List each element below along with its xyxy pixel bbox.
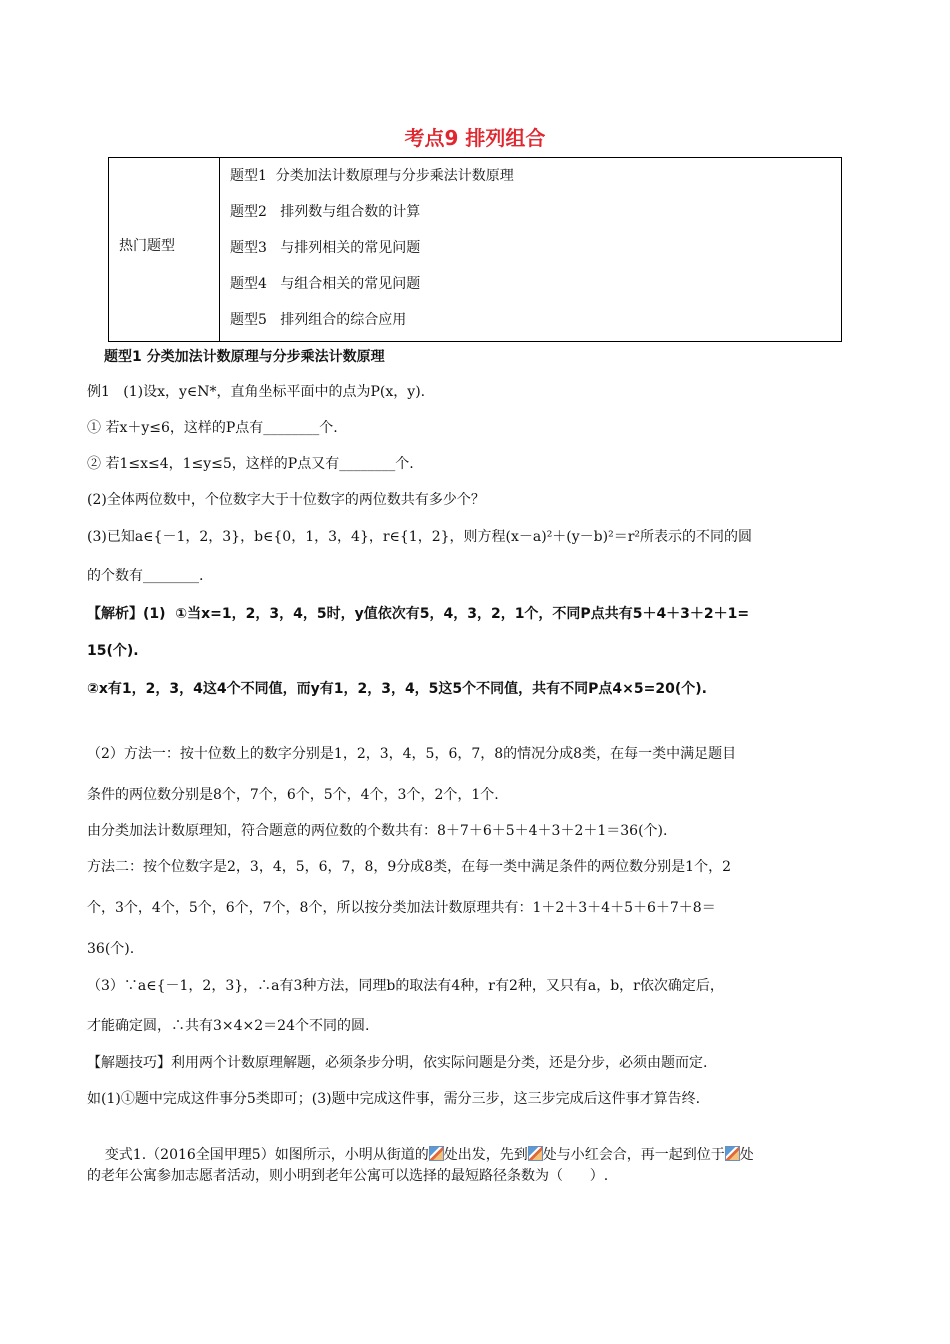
solution-line: 才能确定圆，∴共有3×4×2＝24个不同的圆.	[87, 1018, 370, 1034]
variant-line: 的老年公寓参加志愿者活动，则小明到老年公寓可以选择的最短路径条数为（ ）.	[87, 1168, 609, 1184]
analysis-line: 【解析】(1) ①当x=1，2，3，4，5时，y值依次有5，4，3，2，1个，不同P点共有5＋4＋3＋2＋1=	[87, 606, 750, 622]
table-label: 热门题型	[119, 238, 175, 254]
analysis-line: 15(个).	[87, 643, 139, 659]
example-line: (3)已知a∈{－1，2，3}，b∈{0，1，3，4}，r∈{1，2}，则方程(x－a)²＋(y－b)²＝r²所表示的不同的圆	[87, 529, 753, 545]
example-line: 的个数有________.	[87, 568, 204, 584]
example-line: 例1 (1)设x，y∈N*，直角坐标平面中的点为P(x，y).	[87, 384, 426, 400]
variant-text: 处出发，先到	[443, 1147, 528, 1163]
variant-text: 处与小红会合，再一起到位于	[542, 1147, 725, 1163]
table-item: 题型3 与排列相关的常见问题	[230, 240, 421, 256]
page-title: 考点9 排列组合	[404, 126, 546, 150]
solution-line: （3）∵a∈{－1，2，3}，∴a有3种方法，同理b的取法有4种，r有2种，又只有a，b，r依次确定后，	[87, 978, 724, 994]
hot-topics-table	[108, 157, 842, 342]
table-item: 题型2 排列数与组合数的计算	[230, 204, 421, 220]
example-line: (2)全体两位数中，个位数字大于十位数字的两位数共有多少个？	[87, 492, 485, 508]
solution-line: 如(1)①题中完成这件事分5类即可；(3)题中完成这件事，需分三步，这三步完成后这件事才算告终.	[87, 1091, 701, 1107]
table-item: 题型5 排列组合的综合应用	[230, 312, 407, 328]
solution-line: 方法二：按个位数字是2，3，4，5，6，7，8，9分成8类，在每一类中满足条件的两位数分别是1个，2	[87, 859, 731, 875]
variant-text: 处	[739, 1147, 754, 1163]
table-label-cell	[109, 158, 220, 341]
variant-text: 变式1.（2016全国甲理5）如图所示，小明从街道的	[104, 1147, 429, 1163]
table-item: 题型4 与组合相关的常见问题	[230, 276, 421, 292]
solution-line: 【解题技巧】利用两个计数原理解题，必须条步分明，依实际问题是分类，还是分步，必须由题而定.	[87, 1055, 708, 1071]
broken-image-icon	[528, 1146, 543, 1161]
analysis-line: ②x有1，2，3，4这4个不同值，而y有1，2，3，4，5这5个不同值，共有不同P点4×5=20(个).	[87, 681, 707, 697]
solution-line: 个，3个，4个，5个，6个，7个，8个，所以按分类加法计数原理共有：1＋2＋3＋4＋5＋6＋7＋8＝	[87, 900, 716, 916]
solution-line: 36(个).	[87, 941, 135, 957]
solution-line: （2）方法一：按十位数上的数字分别是1，2，3，4，5，6，7，8的情况分成8类，在每一类中满足题目	[87, 746, 737, 762]
example-line: ② 若1≤x≤4，1≤y≤5，这样的P点又有________个.	[87, 456, 414, 472]
section-heading: 题型1 分类加法计数原理与分步乘法计数原理	[104, 349, 385, 365]
solution-line: 由分类加法计数原理知，符合题意的两位数的个数共有：8＋7＋6＋5＋4＋3＋2＋1＝36(个).	[87, 823, 668, 839]
broken-image-icon	[725, 1146, 740, 1161]
example-line: ① 若x＋y≤6，这样的P点有________个.	[87, 420, 338, 436]
broken-image-icon	[429, 1146, 444, 1161]
table-item: 题型1 分类加法计数原理与分步乘法计数原理	[230, 168, 514, 184]
solution-line: 条件的两位数分别是8个，7个，6个，5个，4个，3个，2个，1个.	[87, 787, 499, 803]
